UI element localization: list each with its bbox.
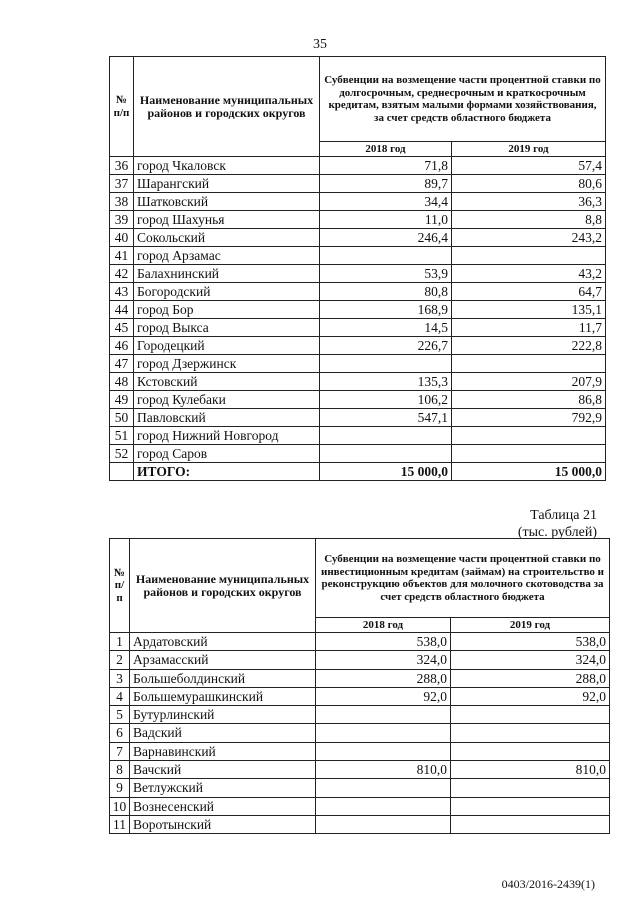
header-municipality: Наименование муниципальных районов и городских округов (134, 57, 320, 157)
value-2019 (452, 427, 606, 445)
table-row (110, 265, 606, 283)
value-2019: 36,3 (452, 193, 606, 211)
municipality-name: Богородский (134, 283, 320, 301)
table-row (110, 355, 606, 373)
row-number: 49 (110, 391, 134, 409)
header-number: № п/п (110, 57, 134, 157)
row-number: 9 (110, 779, 130, 797)
value-2019 (451, 815, 610, 833)
table-row (110, 319, 606, 337)
value-2018: 14,5 (320, 319, 452, 337)
row-number: 11 (110, 815, 130, 833)
municipality-name: город Дзержинск (134, 355, 320, 373)
table-21-units: (тыс. рублей) (517, 525, 597, 540)
value-2018: 288,0 (316, 669, 451, 687)
subsidy-table-short-term-credits (109, 56, 606, 481)
table-row (110, 337, 606, 355)
value-2018 (316, 742, 451, 760)
municipality-name: Ардатовский (130, 633, 316, 651)
row-number: 10 (110, 797, 130, 815)
row-number: 41 (110, 247, 134, 265)
row-number: 2 (110, 651, 130, 669)
municipality-name: Воротынский (130, 815, 316, 833)
total-label: ИТОГО: (134, 463, 320, 481)
value-2019: 80,6 (452, 175, 606, 193)
value-2019 (451, 779, 610, 797)
municipality-name: Бутурлинский (130, 706, 316, 724)
row-number: 50 (110, 409, 134, 427)
value-2018: 71,8 (320, 157, 452, 175)
header-subsidy: Субвенции на возмещение части процентной ставки по долгосрочным, среднесрочным и краткосрочным кредитам, взятым малыми формами хозяйствования, за счет средств областного бюджета (320, 57, 606, 142)
total-number-cell (110, 463, 134, 481)
value-2018 (316, 797, 451, 815)
municipality-name: Кстовский (134, 373, 320, 391)
value-2019: 792,9 (452, 409, 606, 427)
municipality-name: Павловский (134, 409, 320, 427)
value-2019: 64,7 (452, 283, 606, 301)
value-2018: 89,7 (320, 175, 452, 193)
table-row (110, 211, 606, 229)
row-number: 8 (110, 761, 130, 779)
value-2018: 226,7 (320, 337, 452, 355)
municipality-name: Вачский (130, 761, 316, 779)
value-2018: 246,4 (320, 229, 452, 247)
value-2018 (316, 706, 451, 724)
value-2019: 207,9 (452, 373, 606, 391)
row-number: 43 (110, 283, 134, 301)
table-21-title: Таблица 21 (530, 508, 597, 523)
value-2018 (320, 355, 452, 373)
table-row (110, 797, 610, 815)
municipality-name: город Бор (134, 301, 320, 319)
total-row (110, 463, 606, 481)
municipality-name: Городецкий (134, 337, 320, 355)
municipality-name: город Шахунья (134, 211, 320, 229)
table-row (110, 247, 606, 265)
value-2018: 168,9 (320, 301, 452, 319)
table-row (110, 761, 610, 779)
value-2019 (451, 706, 610, 724)
value-2019: 135,1 (452, 301, 606, 319)
municipality-name: Вадский (130, 724, 316, 742)
row-number: 51 (110, 427, 134, 445)
municipality-name: город Чкаловск (134, 157, 320, 175)
row-number: 4 (110, 687, 130, 705)
value-2019 (452, 247, 606, 265)
header-year-2018: 2018 год (316, 618, 451, 633)
header-subsidy: Субвенции на возмещение части процентной ставки по инвестиционным кредитам (займам) на строительство и реконструкцию объектов для молочного скотоводства за счет средств областного бюджета (316, 539, 610, 618)
row-number: 44 (110, 301, 134, 319)
row-number: 46 (110, 337, 134, 355)
table-row (110, 301, 606, 319)
table-row (110, 633, 610, 651)
table-row (110, 706, 610, 724)
header-number: № п/п (110, 539, 130, 633)
value-2018 (320, 427, 452, 445)
value-2019: 8,8 (452, 211, 606, 229)
row-number: 42 (110, 265, 134, 283)
table-row (110, 742, 610, 760)
value-2018 (316, 779, 451, 797)
value-2019 (451, 742, 610, 760)
municipality-name: город Кулебаки (134, 391, 320, 409)
row-number: 52 (110, 445, 134, 463)
municipality-name: Вознесенский (130, 797, 316, 815)
table-row (110, 193, 606, 211)
table-row (110, 687, 610, 705)
row-number: 40 (110, 229, 134, 247)
value-2018: 135,3 (320, 373, 452, 391)
value-2019 (452, 355, 606, 373)
table-row (110, 724, 610, 742)
municipality-name: город Нижний Новгород (134, 427, 320, 445)
value-2019: 324,0 (451, 651, 610, 669)
value-2018: 324,0 (316, 651, 451, 669)
total-2018: 15 000,0 (320, 463, 452, 481)
municipality-name: Ветлужский (130, 779, 316, 797)
municipality-name: Шарангский (134, 175, 320, 193)
row-number: 36 (110, 157, 134, 175)
value-2018: 538,0 (316, 633, 451, 651)
table-row (110, 445, 606, 463)
row-number: 37 (110, 175, 134, 193)
value-2019 (451, 797, 610, 815)
value-2019: 810,0 (451, 761, 610, 779)
value-2019: 43,2 (452, 265, 606, 283)
header-year-2019: 2019 год (452, 142, 606, 157)
value-2019: 288,0 (451, 669, 610, 687)
municipality-name: город Саров (134, 445, 320, 463)
value-2018 (316, 724, 451, 742)
header-municipality: Наименование муниципальных районов и городских округов (130, 539, 316, 633)
value-2019: 57,4 (452, 157, 606, 175)
municipality-name: Арзамасский (130, 651, 316, 669)
value-2019: 11,7 (452, 319, 606, 337)
value-2018: 11,0 (320, 211, 452, 229)
table-row (110, 373, 606, 391)
value-2019 (451, 724, 610, 742)
row-number: 38 (110, 193, 134, 211)
table-row (110, 283, 606, 301)
row-number: 39 (110, 211, 134, 229)
subsidy-table-dairy-investment (109, 538, 610, 834)
table-row (110, 779, 610, 797)
table-row (110, 815, 610, 833)
value-2018: 80,8 (320, 283, 452, 301)
value-2018: 106,2 (320, 391, 452, 409)
value-2018 (320, 445, 452, 463)
value-2018: 810,0 (316, 761, 451, 779)
row-number: 3 (110, 669, 130, 687)
value-2019 (452, 445, 606, 463)
municipality-name: Большемурашкинский (130, 687, 316, 705)
document-code: 0403/2016-2439(1) (501, 877, 595, 891)
table-21-caption (518, 507, 597, 541)
table-row (110, 157, 606, 175)
municipality-name: Балахнинский (134, 265, 320, 283)
value-2018: 53,9 (320, 265, 452, 283)
row-number: 7 (110, 742, 130, 760)
value-2019: 222,8 (452, 337, 606, 355)
header-year-2019: 2019 год (451, 618, 610, 633)
row-number: 48 (110, 373, 134, 391)
municipality-name: Сокольский (134, 229, 320, 247)
value-2018 (316, 815, 451, 833)
table-row (110, 229, 606, 247)
municipality-name: Варнавинский (130, 742, 316, 760)
municipality-name: город Арзамас (134, 247, 320, 265)
municipality-name: Шатковский (134, 193, 320, 211)
table-row (110, 669, 610, 687)
value-2019: 92,0 (451, 687, 610, 705)
municipality-name: Большеболдинский (130, 669, 316, 687)
row-number: 47 (110, 355, 134, 373)
row-number: 45 (110, 319, 134, 337)
table-row (110, 651, 610, 669)
value-2018 (320, 247, 452, 265)
total-2019: 15 000,0 (452, 463, 606, 481)
row-number: 5 (110, 706, 130, 724)
table-row (110, 175, 606, 193)
value-2018: 547,1 (320, 409, 452, 427)
table-row (110, 409, 606, 427)
row-number: 1 (110, 633, 130, 651)
table-row (110, 427, 606, 445)
value-2019: 538,0 (451, 633, 610, 651)
page-number: 35 (313, 37, 327, 52)
row-number: 6 (110, 724, 130, 742)
header-year-2018: 2018 год (320, 142, 452, 157)
table-row (110, 391, 606, 409)
value-2018: 34,4 (320, 193, 452, 211)
municipality-name: город Выкса (134, 319, 320, 337)
value-2019: 86,8 (452, 391, 606, 409)
value-2018: 92,0 (316, 687, 451, 705)
value-2019: 243,2 (452, 229, 606, 247)
